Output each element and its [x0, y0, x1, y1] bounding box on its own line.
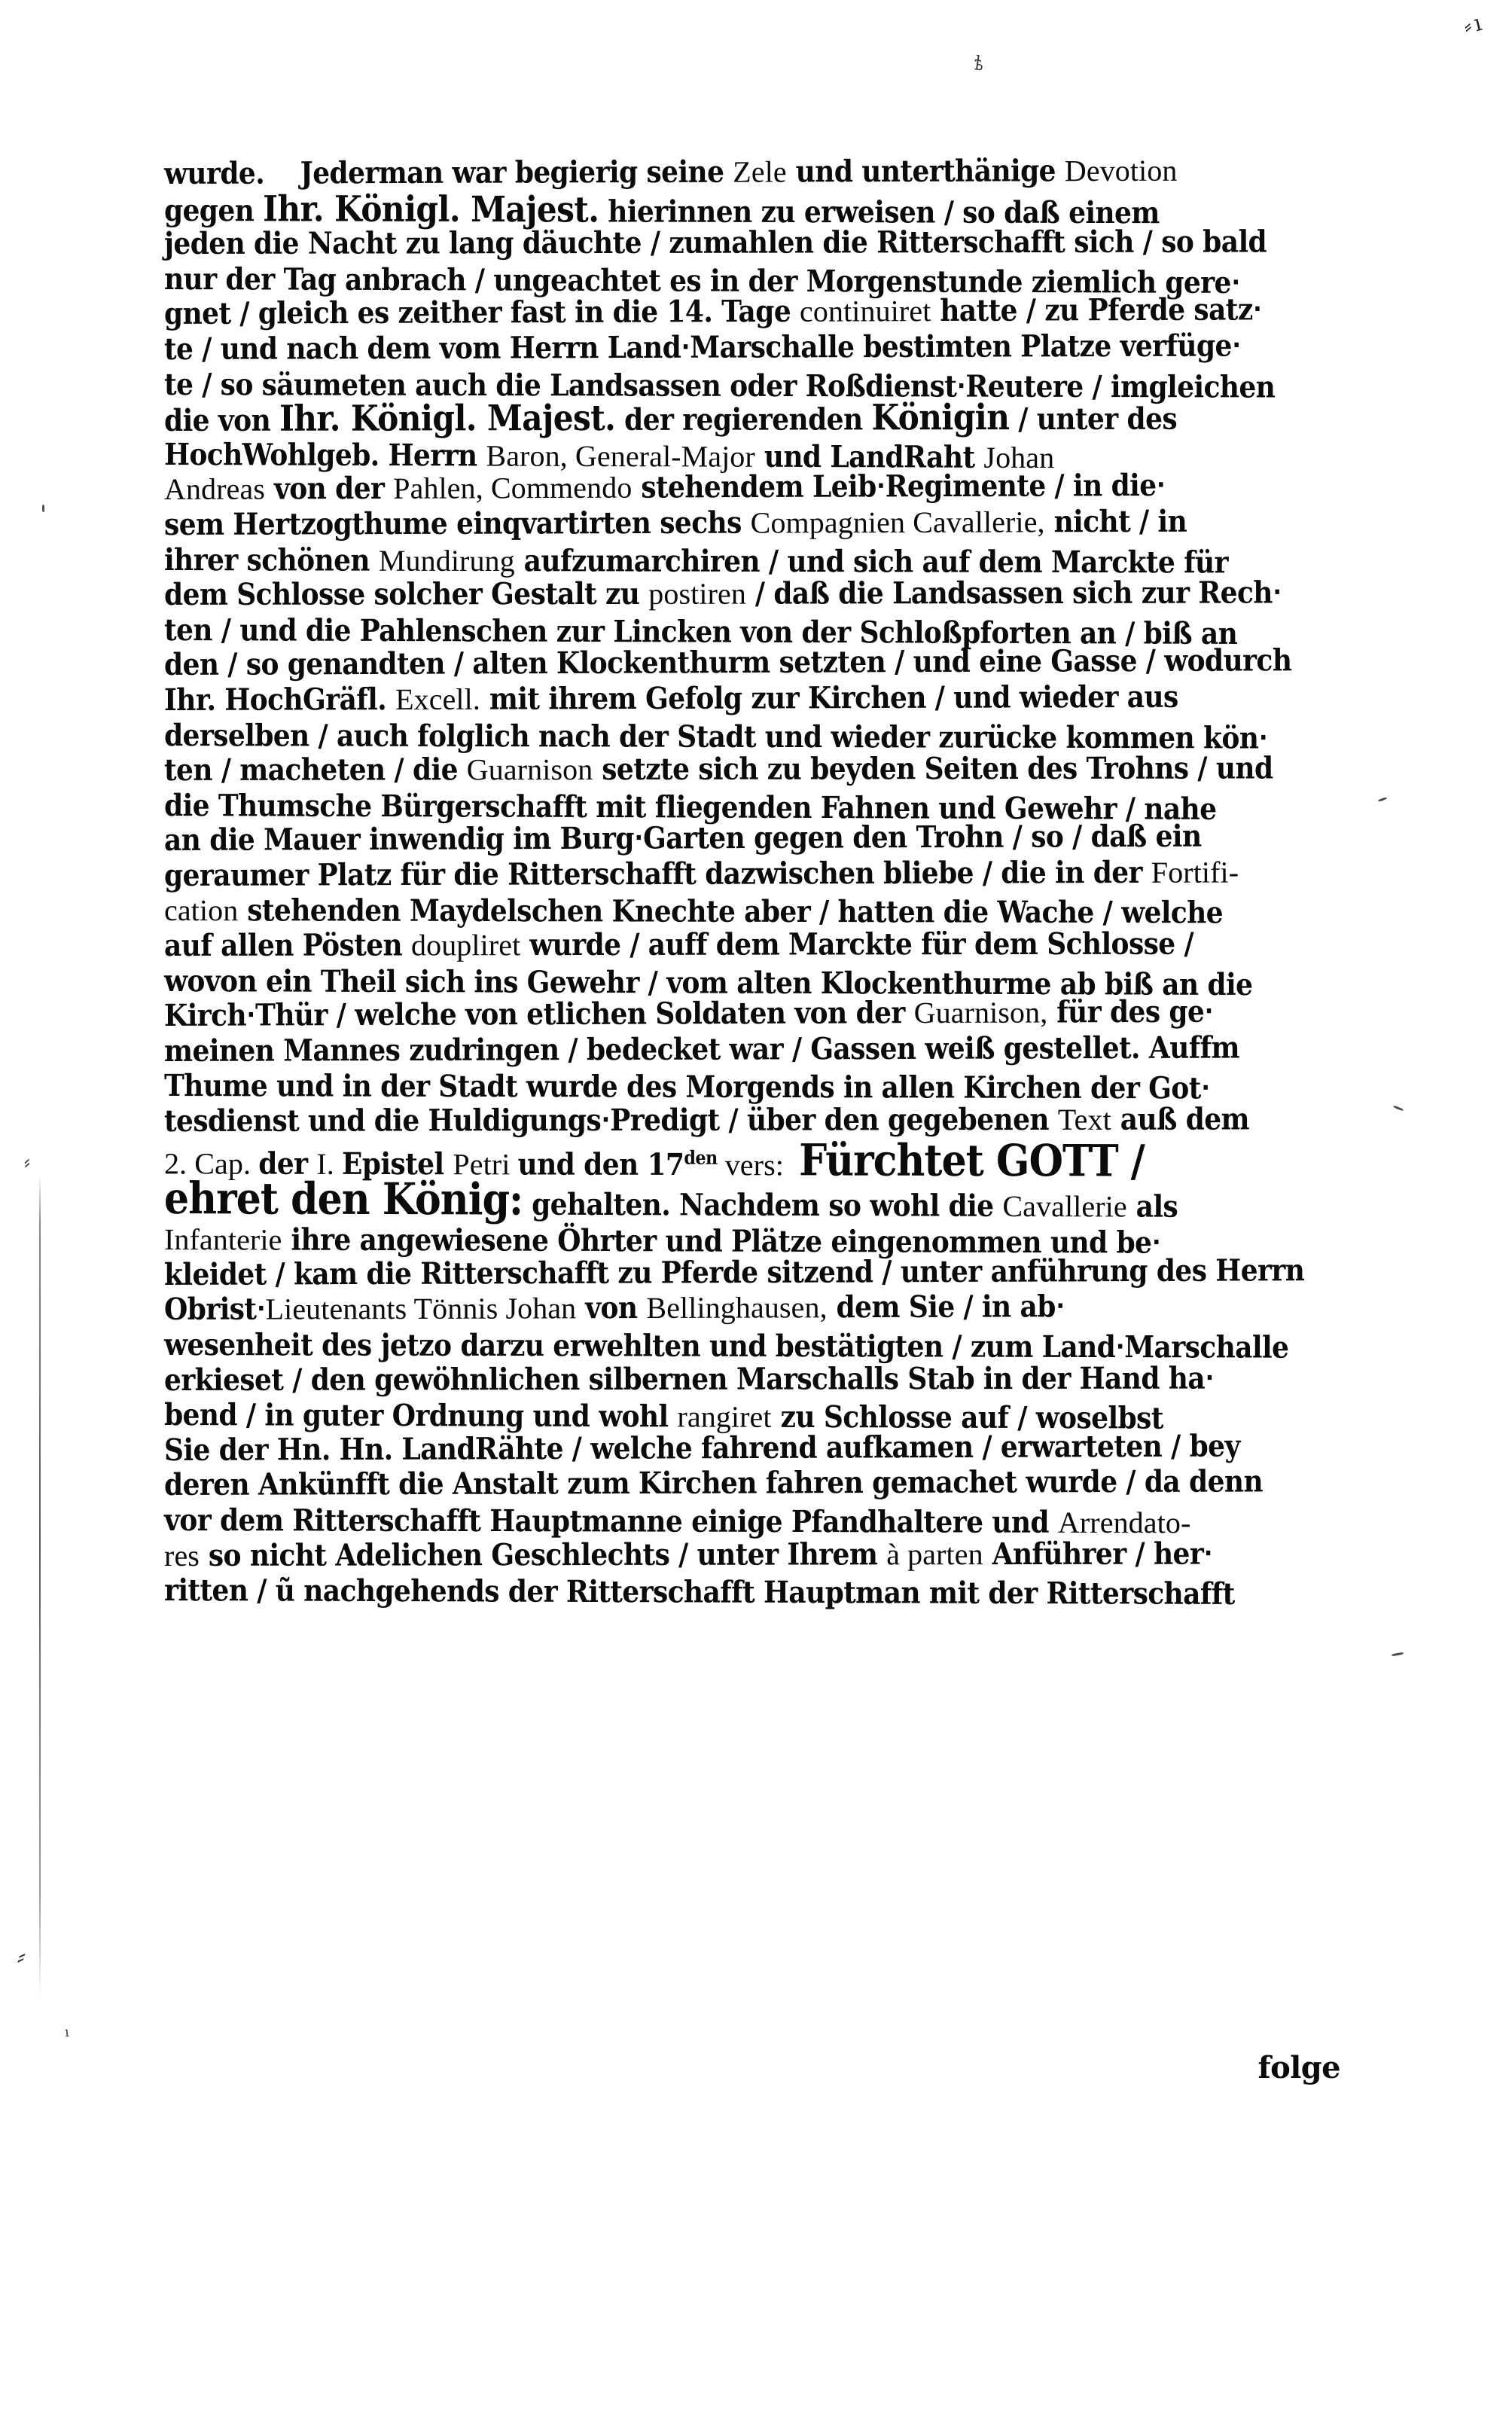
text-line	[164, 819, 1328, 859]
fraktur-run: hierinnen zu erweisen / so daß einem	[599, 194, 1160, 230]
fraktur-run: stehendem Leib‧Regimente / in die	[632, 468, 1157, 505]
text-line	[164, 328, 1328, 367]
text-line	[164, 224, 1328, 261]
fraktur-run: geraumer Platz für die Ritterschafft dazwischen bliebe / die in der	[163, 854, 1151, 893]
antiqua-run: Cavallerie	[1002, 1189, 1127, 1224]
fraktur-run: ‧	[1230, 264, 1241, 300]
text-line	[164, 1289, 1328, 1328]
text-line	[164, 153, 1328, 191]
antiqua-run: Compagnien Cavallerie,	[750, 505, 1045, 540]
fraktur-run: HochWohlgeb. Herrn	[163, 436, 486, 474]
fraktur-run: ‧	[1204, 993, 1214, 1030]
text-line	[164, 292, 1328, 332]
text-line	[164, 679, 1328, 718]
antiqua-run: Zele	[733, 154, 787, 189]
text-line	[164, 1536, 1328, 1573]
antiqua-run: Cap.	[194, 1146, 259, 1181]
text-line	[164, 643, 1328, 683]
antiqua-run: Excell.	[395, 682, 480, 716]
text-line	[164, 751, 1328, 788]
scripture-quote-line	[164, 1174, 1328, 1226]
fraktur-run: ihre angewiesene Öhrter und Plätze eingenommen und be	[282, 1222, 1152, 1261]
text-line	[164, 504, 1328, 542]
text-line	[163, 397, 1328, 440]
text-line	[164, 468, 1328, 508]
fraktur-run: setzte sich zu beyden Seiten des Trohns / und	[593, 750, 1273, 788]
fraktur-run: erkieset / den gewöhnlichen silbernen Marschalls Stab in der Hand ha	[163, 1360, 1206, 1398]
fraktur-run: / unter des	[1009, 401, 1178, 438]
fraktur-run: derselben / auch folglich nach der Stadt und wieder zurücke kommen kön	[163, 717, 1259, 756]
speck-right-upper	[1378, 797, 1387, 802]
antiqua-run: Lieutenants Tönnis Johan	[265, 1291, 577, 1326]
fraktur-run: ‧	[1252, 291, 1262, 328]
text-line	[164, 1102, 1328, 1139]
antiqua-run: Mundirung	[378, 543, 515, 578]
antiqua-run: continuiret	[799, 294, 931, 329]
fraktur-run: wurde.	[163, 155, 265, 191]
text-line	[164, 994, 1328, 1034]
antiqua-run: Baron, General-Major	[486, 438, 755, 474]
fraktur-run: und den 17	[517, 1146, 684, 1182]
fraktur-run: mit ihrem Gefolg zur Kirchen / und wieder aus	[480, 679, 1178, 717]
antiqua-run: cation	[163, 893, 239, 928]
speck-left-upper	[42, 505, 44, 512]
antiqua-run: Guarnison,	[913, 995, 1048, 1030]
fraktur-run: auß dem	[1111, 1101, 1250, 1137]
fraktur-run: stehenden Maydelschen Knechte aber / hatten die Wache / welche	[238, 892, 1224, 931]
fraktur-run: dem Schlosse solcher Gestalt zu	[163, 576, 649, 613]
scripture-citation-line	[163, 1134, 1328, 1187]
fraktur-run: von	[576, 1290, 647, 1326]
handwritten-mark-left-middle: ⸗	[22, 1146, 32, 1177]
fraktur-run: Jederman war begierig seine	[264, 154, 733, 191]
fraktur-run: für des ge	[1047, 993, 1205, 1030]
fraktur-run: als	[1126, 1188, 1178, 1225]
fraktur-run: so nicht Adelichen Geschlechts / unter Ihrem	[199, 1536, 887, 1573]
fraktur-run: von der	[264, 471, 394, 507]
catchword: folge	[1257, 2050, 1340, 2085]
fraktur-run: / daß die Landsassen sich zur Rech	[745, 575, 1273, 612]
fraktur-run: ‧	[1203, 1536, 1213, 1572]
antiqua-run: Petri	[453, 1146, 518, 1182]
antiqua-run: postiren	[648, 576, 746, 612]
fraktur-run: ‧	[1156, 468, 1166, 504]
fraktur-run: Kirch‧Thür / welche von etlichen Soldaten von der	[163, 995, 914, 1034]
fraktur-run: nur der Tag anbrach / ungeachtet es in der Morgenstunde ziemlich gere	[163, 261, 1231, 300]
antiqua-run: res	[163, 1538, 200, 1573]
text-line	[164, 926, 1328, 963]
fraktur-run: wesenheit des jetzo darzu erwehlten und bestätigten / zum Land‧Marschalle	[163, 1327, 1289, 1365]
fraktur-run: Ihr. HochGräfl.	[163, 681, 396, 718]
fraktur-run: kleidet / kam die Ritterschafft zu Pferde sitzend / unter anführung des Herrn	[163, 1252, 1305, 1292]
antiqua-run: doupliret	[410, 928, 521, 962]
antiqua-run: Pahlen, Commendo	[393, 470, 633, 506]
fraktur-run: ‧	[1205, 1360, 1215, 1396]
antiqua-run: Devotion	[1064, 153, 1178, 188]
scan-artifact-rule	[39, 1175, 41, 1996]
text-line	[164, 575, 1328, 612]
fraktur-run: dem Sie / in ab	[827, 1289, 1056, 1326]
scripture-quote-part1: Fürchtet GOTT /	[799, 1134, 1145, 1187]
text-line	[164, 1573, 1328, 1612]
speck-right-mid	[1393, 1105, 1404, 1111]
superscript-ordinal: den	[684, 1146, 718, 1169]
fraktur-run: ‧	[1055, 1289, 1065, 1325]
fraktur-run: der	[258, 1146, 317, 1182]
antiqua-run: à parten	[886, 1536, 983, 1571]
antiqua-run: vers:	[717, 1147, 800, 1182]
fraktur-run: ten / macheten / die	[163, 752, 467, 789]
fraktur-run: vor dem Ritterschafft Hauptmanne einige Pfandhaltere und	[163, 1502, 1058, 1540]
fraktur-run: und unterthänige	[786, 153, 1065, 190]
fraktur-run: ‧	[1231, 328, 1241, 364]
fraktur-run: die Thumsche Bürgerschafft mit fliegenden Fahnen und Gewehr / nahe	[163, 787, 1217, 827]
fraktur-run: ‧	[1258, 720, 1268, 756]
fraktur-run: wurde / auff dem Marckte für dem Schlosse /	[520, 926, 1194, 963]
fraktur-run: Ihr. Königl. Majest.	[279, 398, 616, 440]
fraktur-run: te / so säumeten auch die Landsassen oder Roßdienst‧Reutere / imgleichen	[163, 366, 1276, 405]
fraktur-run: ‧	[1200, 1070, 1210, 1106]
fraktur-run: die von	[163, 402, 280, 439]
ink-speck-top-center: ѣ	[972, 52, 986, 76]
fraktur-run: sem Hertzogthume einqvartirten sechs	[163, 505, 751, 542]
antiqua-run: Infanterie	[163, 1222, 282, 1257]
scripture-quote-part2: ehret den König:	[163, 1173, 523, 1225]
fraktur-run: auf allen Pösten	[163, 927, 412, 964]
text-line	[164, 1429, 1328, 1469]
fraktur-run: der regierenden	[615, 401, 872, 438]
fraktur-run: ‧	[1151, 1225, 1161, 1261]
fraktur-run: tesdienst und die Huldigungs‧Predigt / über den gegebenen	[163, 1101, 1058, 1139]
fraktur-run: jeden die Nacht zu lang däuchte / zumahlen die Ritterschafft sich / so bald	[163, 224, 1267, 262]
text-line	[164, 1253, 1328, 1293]
antiqua-run: Fortifi-	[1151, 855, 1239, 889]
text-line	[164, 1030, 1328, 1069]
antiqua-run: Bellinghausen,	[646, 1290, 828, 1326]
fraktur-run: nicht / in	[1044, 503, 1187, 540]
fraktur-run: Anführer / her	[983, 1536, 1204, 1572]
fraktur-run: Obrist‧	[163, 1291, 266, 1328]
fraktur-run: gegen	[163, 192, 264, 228]
antiqua-run: Johan	[983, 440, 1055, 474]
antiqua-run: Andreas	[163, 471, 266, 507]
text-line	[164, 855, 1328, 893]
antiqua-run: rangiret	[677, 1399, 772, 1435]
fraktur-run: Thume und in der Stadt wurde des Morgends in allen Kirchen der Got	[163, 1068, 1201, 1106]
fraktur-run: und LandRaht	[754, 438, 984, 475]
antiqua-run: Text	[1057, 1102, 1111, 1136]
body-text-block	[163, 153, 1328, 1612]
fraktur-run: Ihr. Königl. Majest.	[263, 188, 599, 231]
fraktur-run: deren Ankünfft die Anstalt zum Kirchen fahren gemachet wurde / da denn	[163, 1463, 1264, 1503]
antiqua-run: I.	[316, 1146, 343, 1181]
fraktur-run: gnet / gleich es zeither fast in die 14. Tage	[163, 294, 800, 332]
fraktur-run: ritten / ũ nachgehends der Ritterschafft Hauptman mit der Ritterschafft	[163, 1573, 1235, 1612]
fraktur-run: meinen Mannes zudringen / bedecket war / Gassen weiß gestellet. Auffm	[163, 1030, 1240, 1069]
antiqua-run: Arrendato-	[1057, 1505, 1191, 1540]
antiqua-run: 2.	[163, 1146, 195, 1181]
speck-right-lower	[1392, 1652, 1404, 1657]
fraktur-run: bend / in guter Ordnung und wohl	[163, 1397, 678, 1435]
fraktur-run: zu Schlosse auf / woselbst	[771, 1399, 1163, 1436]
ink-speck-left-lower: ı	[64, 2024, 70, 2041]
fraktur-run: den / so genandten / alten Klockenthurm setzten / und eine Gasse / wodurch	[163, 642, 1292, 683]
fraktur-run: an die Mauer inwendig im Burg‧Garten gegen den Trohn / so / daß ein	[163, 818, 1202, 859]
fraktur-run: ten / und die Pahlenschen zur Lincken von der Schloßpforten an / biß an	[163, 612, 1238, 651]
handwritten-mark-left-lower: ⸗	[13, 1936, 32, 1975]
fraktur-run: wovon ein Theil sich ins Gewehr / vom alten Klockenthurme ab biß an die	[163, 962, 1253, 1002]
fraktur-run: ‧	[1272, 575, 1282, 611]
fraktur-run: te / und nach dem vom Herrn Land‧Marschalle bestimten Platze verfüge	[163, 328, 1232, 367]
fraktur-run: ihrer schönen	[163, 541, 379, 578]
antiqua-run: Guarnison	[466, 752, 593, 787]
fraktur-run: Sie der Hn. Hn. LandRähte / welche fahrend aufkamen / erwarteten / bey	[163, 1428, 1240, 1468]
fraktur-run: gehalten. Nachdem so wohl die	[523, 1186, 1003, 1225]
handwritten-mark-top-right: ⸗ı	[1461, 9, 1488, 40]
fraktur-run: aufzumarchiren / und sich auf dem Marckte für	[514, 542, 1228, 580]
text-line	[164, 1465, 1328, 1503]
fraktur-run: hatte / zu Pferde satz	[931, 291, 1253, 329]
text-line	[164, 1361, 1328, 1398]
fraktur-run: Königin	[871, 397, 1010, 439]
fraktur-run: Epistel	[341, 1146, 453, 1182]
